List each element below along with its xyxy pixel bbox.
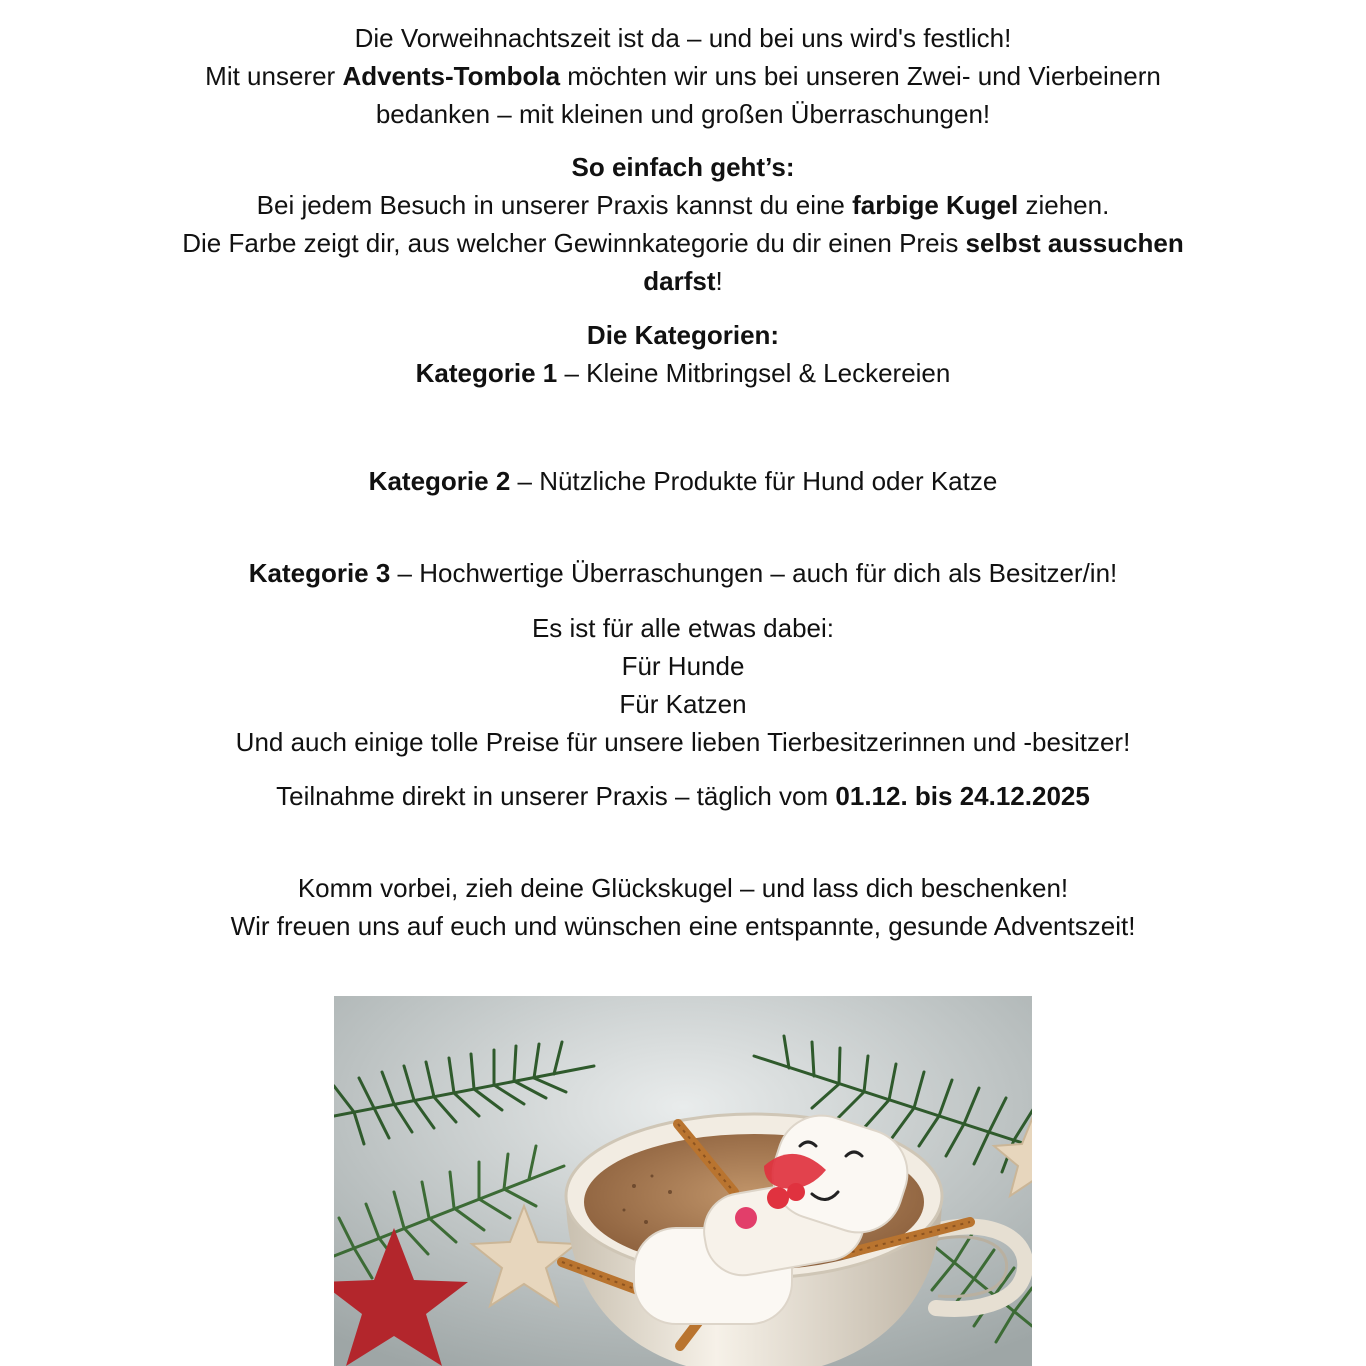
howto-heading [0,152,1366,182]
intro-text: bedanken – mit kleinen und großen Überraschungen! [375,99,991,129]
closing-text: Wir freuen uns auf euch und wünschen eine entspannte, gesunde Adventszeit! [230,911,1136,941]
section-heading: Die Kategorien: [586,320,780,350]
howto-emphasis: darfst [643,266,716,296]
category-label: Kategorie 3 [248,558,391,588]
photo-illustration [334,996,1032,1366]
howto-line-2 [0,228,1366,258]
audience-line-2 [0,651,1366,681]
candy-button [767,1187,789,1209]
category-label: Kategorie 1 [415,358,558,388]
audience-line-4 [0,727,1366,757]
category-item-3 [0,558,1366,588]
closing-text: Komm vorbei, zieh deine Glückskugel – und lass dich beschenken! [297,873,1069,903]
category-item-2 [0,466,1366,496]
participation-dates: 01.12. bis 24.12.2025 [835,781,1090,811]
category-label: Kategorie 2 [368,466,511,496]
howto-line-1 [0,190,1366,220]
audience-line-1 [0,613,1366,643]
cocoa-snowman-photo [334,996,1032,1366]
categories-heading [0,320,1366,350]
audience-line-3 [0,689,1366,719]
howto-emphasis: farbige Kugel [852,190,1019,220]
audience-text: Für Katzen [619,689,747,719]
intro-line-1 [0,23,1366,53]
category-text: – Nützliche Produkte für Hund oder Katze [510,466,998,496]
closing-line-1 [0,873,1366,903]
category-text: – Hochwertige Überraschungen – auch für dich als Besitzer/in! [390,558,1118,588]
audience-text: Für Hunde [621,651,745,681]
intro-line-2 [0,61,1366,91]
howto-text: Bei jedem Besuch in unserer Praxis kannst du eine [256,190,853,220]
candy-button [787,1183,805,1201]
intro-text: Die Vorweihnachtszeit ist da – und bei uns wird's festlich! [354,23,1012,53]
howto-text: Die Farbe zeigt dir, aus welcher Gewinnkategorie du dir einen Preis [182,228,966,258]
category-text: – Kleine Mitbringsel & Leckereien [557,358,951,388]
participation-text: Teilnahme direkt in unserer Praxis – täglich vom [276,781,836,811]
intro-line-3 [0,99,1366,129]
audience-text: Und auch einige tolle Preise für unsere lieben Tierbesitzerinnen und -besitzer! [235,727,1131,757]
audience-text: Es ist für alle etwas dabei: [531,613,835,643]
tombola-name: Advents-Tombola [342,61,561,91]
howto-emphasis: selbst aussuchen [965,228,1184,258]
closing-line-2 [0,911,1366,941]
howto-line-3 [0,266,1366,296]
candy-button [735,1207,757,1229]
section-heading: So einfach geht’s: [571,152,795,182]
intro-text: möchten wir uns bei unseren Zwei- und Vierbeinern [560,61,1161,91]
intro-text: Mit unserer [205,61,343,91]
howto-text: ziehen. [1018,190,1110,220]
participation-line [0,781,1366,811]
howto-text: ! [715,266,723,296]
category-item-1 [0,358,1366,388]
